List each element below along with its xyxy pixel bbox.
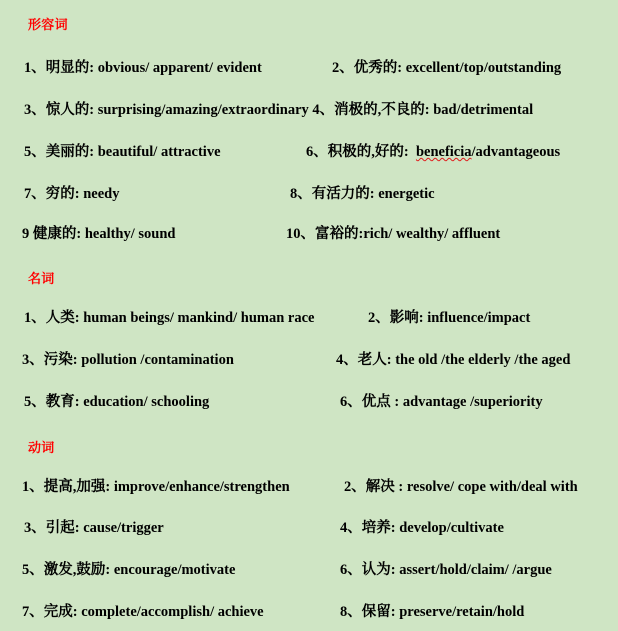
vocab-row <box>0 390 618 412</box>
vocab-entry-right: 10、富裕的:rich/ wealthy/ affluent <box>286 226 501 242</box>
vocab-row <box>0 56 618 78</box>
vocab-entry-right: 8、保留: preserve/retain/hold <box>340 604 525 620</box>
vocab-entry-left: 7、穷的: needy <box>24 186 120 202</box>
vocab-row <box>0 558 618 580</box>
vocab-row <box>0 306 618 328</box>
vocab-entry-left: 5、美丽的: beautiful/ attractive <box>24 144 221 160</box>
vocab-entry-left: 3、污染: pollution /contamination <box>22 352 234 368</box>
vocab-entry-left: 1、明显的: obvious/ apparent/ evident <box>24 60 262 76</box>
vocab-entry-right: 4、老人: the old /the elderly /the aged <box>336 352 571 368</box>
vocab-entry-left: 9 健康的: healthy/ sound <box>22 226 176 242</box>
vocab-entry-left: 1、提高,加强: improve/enhance/strengthen <box>22 479 290 495</box>
vocab-row <box>0 516 618 538</box>
vocab-entry-right: 6、认为: assert/hold/claim/ /argue <box>340 562 552 578</box>
vocab-row <box>0 475 618 497</box>
vocab-entry-right: 2、解决 : resolve/ cope with/deal with <box>344 479 578 495</box>
vocab-entry-right: 2、影响: influence/impact <box>368 310 531 326</box>
vocab-entry-left: 3、引起: cause/trigger <box>24 520 164 536</box>
vocab-entry-right: 2、优秀的: excellent/top/outstanding <box>332 60 562 76</box>
section-heading-nouns: 名词 <box>28 271 55 286</box>
vocab-row <box>0 98 618 120</box>
vocab-entry-left: 3、惊人的: surprising/amazing/extraordinary 4、消极的,不良的: bad/detrimental <box>24 102 534 118</box>
vocab-entry-right: 8、有活力的: energetic <box>290 186 435 202</box>
vocab-row <box>0 348 618 370</box>
misspelled-word: beneficia <box>415 144 472 160</box>
section-heading-adjectives: 形容词 <box>28 17 68 32</box>
vocab-entry-right: 4、培养: develop/cultivate <box>340 520 504 536</box>
vocab-entry-left: 7、完成: complete/accomplish/ achieve <box>22 604 264 620</box>
vocab-row <box>0 600 618 622</box>
vocab-row <box>0 182 618 204</box>
vocab-entry-right <box>306 140 560 161</box>
vocab-entry-left: 1、人类: human beings/ mankind/ human race <box>24 310 315 326</box>
vocab-entry-left: 5、激发,鼓励: encourage/motivate <box>22 562 236 578</box>
vocab-entry-left: 5、教育: education/ schooling <box>24 394 210 410</box>
vocab-row <box>0 222 618 244</box>
vocab-row <box>0 140 618 162</box>
vocab-entry-right: 6、优点 : advantage /superiority <box>340 394 543 410</box>
vocab-entry-right-prefix: 6、积极的,好的: <box>306 144 409 160</box>
vocab-entry-right-suffix: /advantageous <box>471 144 561 160</box>
section-heading-verbs: 动词 <box>28 440 55 455</box>
